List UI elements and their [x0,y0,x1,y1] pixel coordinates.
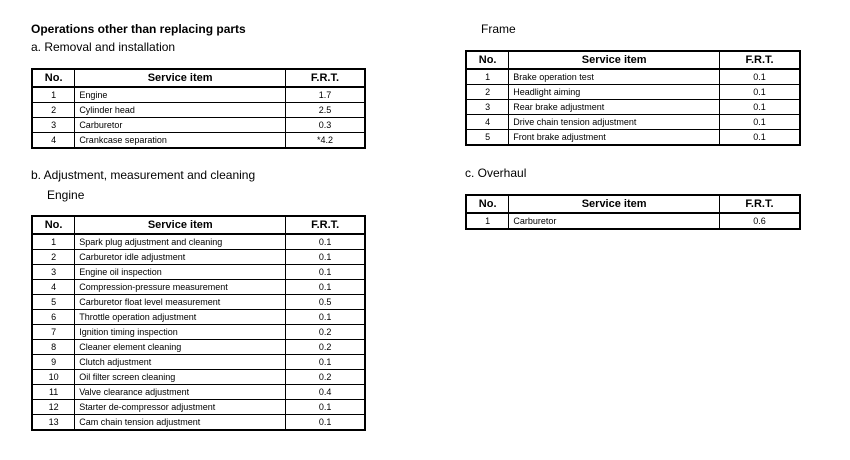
row-number: 1 [466,69,509,85]
row-service-item: Cam chain tension adjustment [75,415,286,431]
table-row [32,355,365,370]
table-row [32,87,365,103]
row-service-item: Oil filter screen cleaning [75,370,286,385]
row-number: 9 [32,355,75,370]
row-service-item: Brake operation test [509,69,720,85]
row-service-item: Carburetor idle adjustment [75,250,286,265]
adjustment-title: b. Adjustment, measurement and cleaning [31,168,256,182]
row-number: 2 [32,103,75,118]
row-frt: 0.1 [286,355,365,370]
row-frt: 0.1 [286,415,365,431]
col-frt: F.R.T. [285,69,365,87]
row-service-item: Compression-pressure measurement [75,280,286,295]
table-row [466,100,800,115]
row-service-item: Front brake adjustment [509,130,720,146]
row-service-item: Cylinder head [75,103,286,118]
row-service-item: Ignition timing inspection [75,325,286,340]
overhaul-title: c. Overhaul [465,166,527,180]
row-service-item: Drive chain tension adjustment [509,115,720,130]
table-row [32,325,365,340]
row-number: 6 [32,310,75,325]
row-number: 2 [32,250,75,265]
table-row [466,85,800,100]
adjustment-table [31,215,366,431]
table-row [466,115,800,130]
removal-table [31,68,366,149]
row-number: 1 [466,213,509,229]
row-service-item: Headlight aiming [509,85,720,100]
row-frt: 0.2 [286,340,365,355]
col-no: No. [466,51,509,69]
row-frt: 0.1 [720,100,800,115]
table-row [32,295,365,310]
row-frt: 0.2 [286,325,365,340]
table-row [32,234,365,250]
table-row [466,69,800,85]
row-number: 4 [32,133,75,149]
row-service-item: Carburetor float level measurement [75,295,286,310]
table-row [32,133,365,149]
row-number: 2 [466,85,509,100]
row-number: 3 [32,265,75,280]
table-row [32,340,365,355]
table-row [32,103,365,118]
col-service-item: Service item [75,216,286,234]
row-service-item: Crankcase separation [75,133,286,149]
row-service-item: Engine [75,87,286,103]
row-number: 7 [32,325,75,340]
row-frt: 0.2 [286,370,365,385]
col-frt: F.R.T. [286,216,365,234]
row-number: 3 [466,100,509,115]
table-row [32,265,365,280]
engine-subtitle: Engine [47,188,85,202]
row-number: 5 [32,295,75,310]
table-row [466,130,800,146]
row-frt: 0.1 [286,234,365,250]
table-row [32,280,365,295]
col-service-item: Service item [509,51,720,69]
row-frt: 0.5 [286,295,365,310]
table-row [32,400,365,415]
col-no: No. [32,216,75,234]
table-row [32,370,365,385]
row-frt: 0.1 [286,310,365,325]
row-service-item: Carburetor [509,213,720,229]
row-service-item: Rear brake adjustment [509,100,720,115]
frame-table [465,50,801,146]
row-frt: 0.1 [720,115,800,130]
overhaul-table [465,194,801,230]
row-frt: 0.1 [286,280,365,295]
col-no: No. [32,69,75,87]
row-frt: 0.1 [286,265,365,280]
row-number: 10 [32,370,75,385]
row-frt: 0.1 [286,250,365,265]
col-no: No. [466,195,509,213]
col-frt: F.R.T. [719,195,800,213]
table-row [32,118,365,133]
row-frt: 1.7 [285,87,365,103]
table-row [32,310,365,325]
row-service-item: Carburetor [75,118,286,133]
row-number: 4 [32,280,75,295]
row-number: 13 [32,415,75,431]
row-frt: 0.1 [720,69,800,85]
row-service-item: Valve clearance adjustment [75,385,286,400]
col-service-item: Service item [75,69,286,87]
row-service-item: Spark plug adjustment and cleaning [75,234,286,250]
row-frt: 0.1 [720,85,800,100]
row-frt: 0.1 [286,400,365,415]
row-service-item: Engine oil inspection [75,265,286,280]
row-frt: 0.1 [720,130,800,146]
row-frt: 0.3 [285,118,365,133]
row-number: 3 [32,118,75,133]
row-number: 11 [32,385,75,400]
row-number: 5 [466,130,509,146]
row-frt: 0.4 [286,385,365,400]
frame-title: Frame [481,22,516,36]
row-service-item: Starter de-compressor adjustment [75,400,286,415]
table-row [32,415,365,431]
row-service-item: Cleaner element cleaning [75,340,286,355]
table-row [32,385,365,400]
col-service-item: Service item [509,195,720,213]
row-number: 4 [466,115,509,130]
row-service-item: Throttle operation adjustment [75,310,286,325]
row-frt: *4.2 [285,133,365,149]
table-row [32,250,365,265]
row-number: 1 [32,234,75,250]
col-frt: F.R.T. [720,51,800,69]
page-heading: Operations other than replacing parts [31,22,246,36]
row-number: 8 [32,340,75,355]
row-number: 12 [32,400,75,415]
row-frt: 2.5 [285,103,365,118]
row-frt: 0.6 [719,213,800,229]
table-row [466,213,800,229]
row-service-item: Clutch adjustment [75,355,286,370]
removal-title: a. Removal and installation [31,40,176,54]
row-number: 1 [32,87,75,103]
